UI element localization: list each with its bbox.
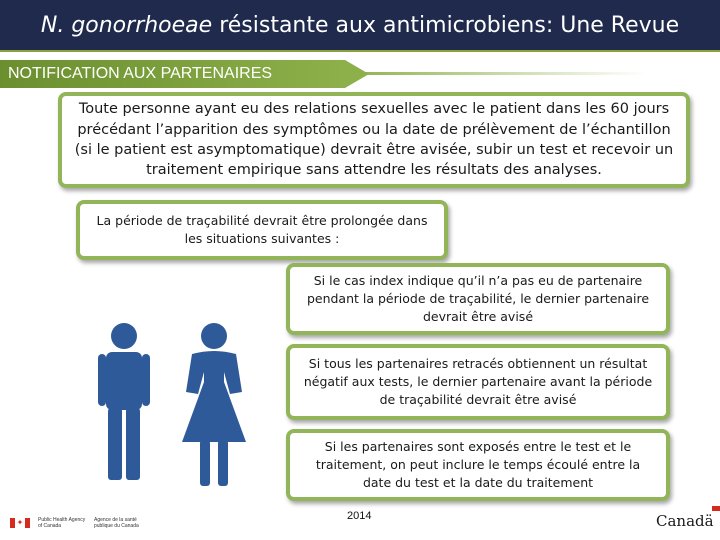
year-label: 2014 [347,510,372,522]
negative-partners-text: Si tous les partenaires retracés obtiennent un résultat négatif aux tests, le dernier partenaire avant la période de traçabilité devrait être avisé [303,355,653,408]
main-notification-box [58,92,690,188]
wordmark-flag-icon [712,506,720,511]
main-notification-text: Toute personne ayant eu des relations sexuelles avec le patient dans les 60 jours précédant l’apparition des symptômes ou la date de prélèvement de l’échantillon (si le patient est asymptomatique) devrait être avisée, subir un test et recevoir un traitement empirique sans attendre les résultats des analyses. [74,101,674,179]
banner-line-decoration [345,72,645,75]
man-figure-icon [98,323,150,480]
agency-name-fr: Agence de la santé publique du Canada [94,517,139,529]
no-partner-box [286,263,670,335]
exposed-partners-text: Si les partenaires sont exposés entre le test et le traitement, on peut inclure le temps écoulé entre la date du test et la date du traitement [315,438,641,491]
no-partner-text: Si le cas index indique qu’il n’a pas eu de partenaire pendant la période de traçabilité, le dernier partenaire devrait être avisé [306,272,650,325]
trace-period-box [76,200,448,260]
agency-name-en: Public Health Agency of Canada [38,517,86,529]
canada-wordmark-text: Canadä [656,512,714,530]
trace-period-text: La période de traçabilité devrait être prolongée dans les situations suivantes : [96,212,428,246]
agency-signature [10,512,142,534]
woman-figure-icon [182,323,246,486]
slide-title [0,0,720,50]
negative-partners-box [286,344,670,420]
partners-illustration [96,322,276,502]
canada-flag-icon: ✦ [10,518,30,528]
title-italic: N. gonorrhoeae [40,12,213,38]
title-divider [0,50,720,52]
section-banner: NOTIFICATION AUX PARTENAIRES [0,60,345,88]
canada-wordmark [656,512,714,530]
title-rest: résistante aux antimicrobiens: Une Revue [212,12,680,38]
exposed-partners-box [286,429,670,501]
